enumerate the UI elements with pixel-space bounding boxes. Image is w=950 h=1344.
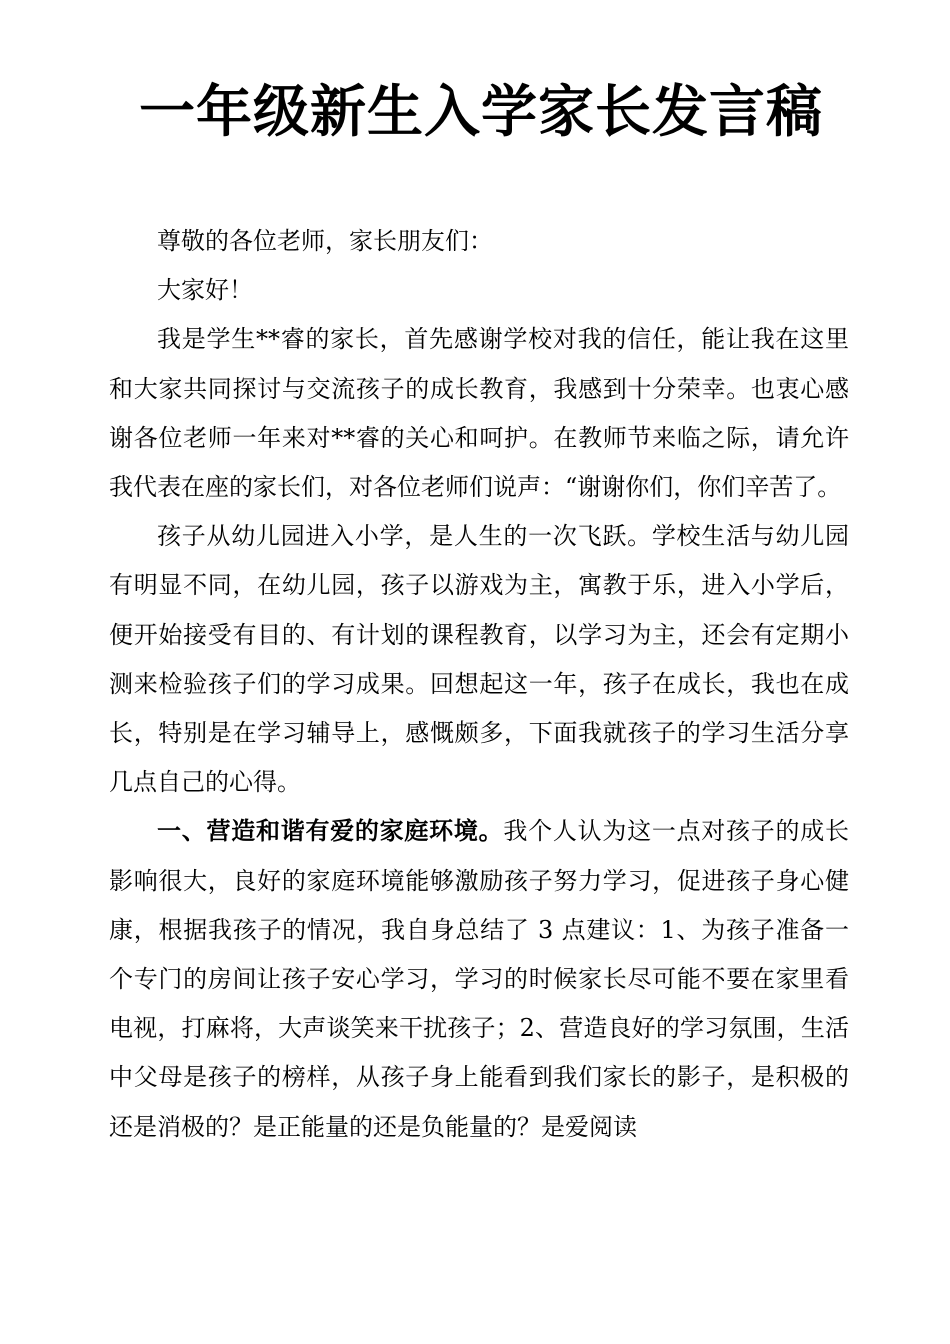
greeting-line: 尊敬的各位老师，家长朋友们： [157,227,493,255]
section-body: 我个人认为这一点对孩子的成长影响很大，良好的家庭环境能够激励孩子努力学习，促进孩子身心健康，根据我孩子的情况，我自身总结了 3 点建议：1、为孩子准备一个专门的房间让孩子安心学习，学习的时候家长尽可能不要在家里看电视，打麻将，大声谈笑来干扰孩子；2、营造良好的学习氛围，生活中父母是孩子的榜样，从孩子身上能看到我们家长的影子，是积极的还是消极的？是正能量的还是负能量的？是爱阅读 [109,817,850,1141]
paragraph-family-environment [109,807,849,1151]
document-title: 一年级新生入学家长发言稿 [139,80,823,145]
document-body [109,217,849,1152]
paragraph-transition: 孩子从幼儿园进入小学，是人生的一次飞跃。学校生活与幼儿园有明显不同，在幼儿园，孩子以游戏为主，寓教于乐，进入小学后，便开始接受有目的、有计划的课程教育，以学习为主，还会有定期小测来检验孩子们的学习成果。回想起这一年，孩子在成长，我也在成长，特别是在学习辅导上，感慨颇多，下面我就孩子的学习生活分享几点自己的心得。 [109,522,849,797]
paragraph-gratitude: 我是学生**睿的家长，首先感谢学校对我的信任，能让我在这里和大家共同探讨与交流孩子的成长教育，我感到十分荣幸。也衷心感谢各位老师一年来对**睿的关心和呵护。在教师节来临之际，请允许我代表在座的家长们，对各位老师们说声：“谢谢你们，你们辛苦了。 [109,325,849,502]
section-heading: 一、营造和谐有爱的家庭环境。 [157,817,504,846]
hello-line: 大家好！ [157,276,253,305]
